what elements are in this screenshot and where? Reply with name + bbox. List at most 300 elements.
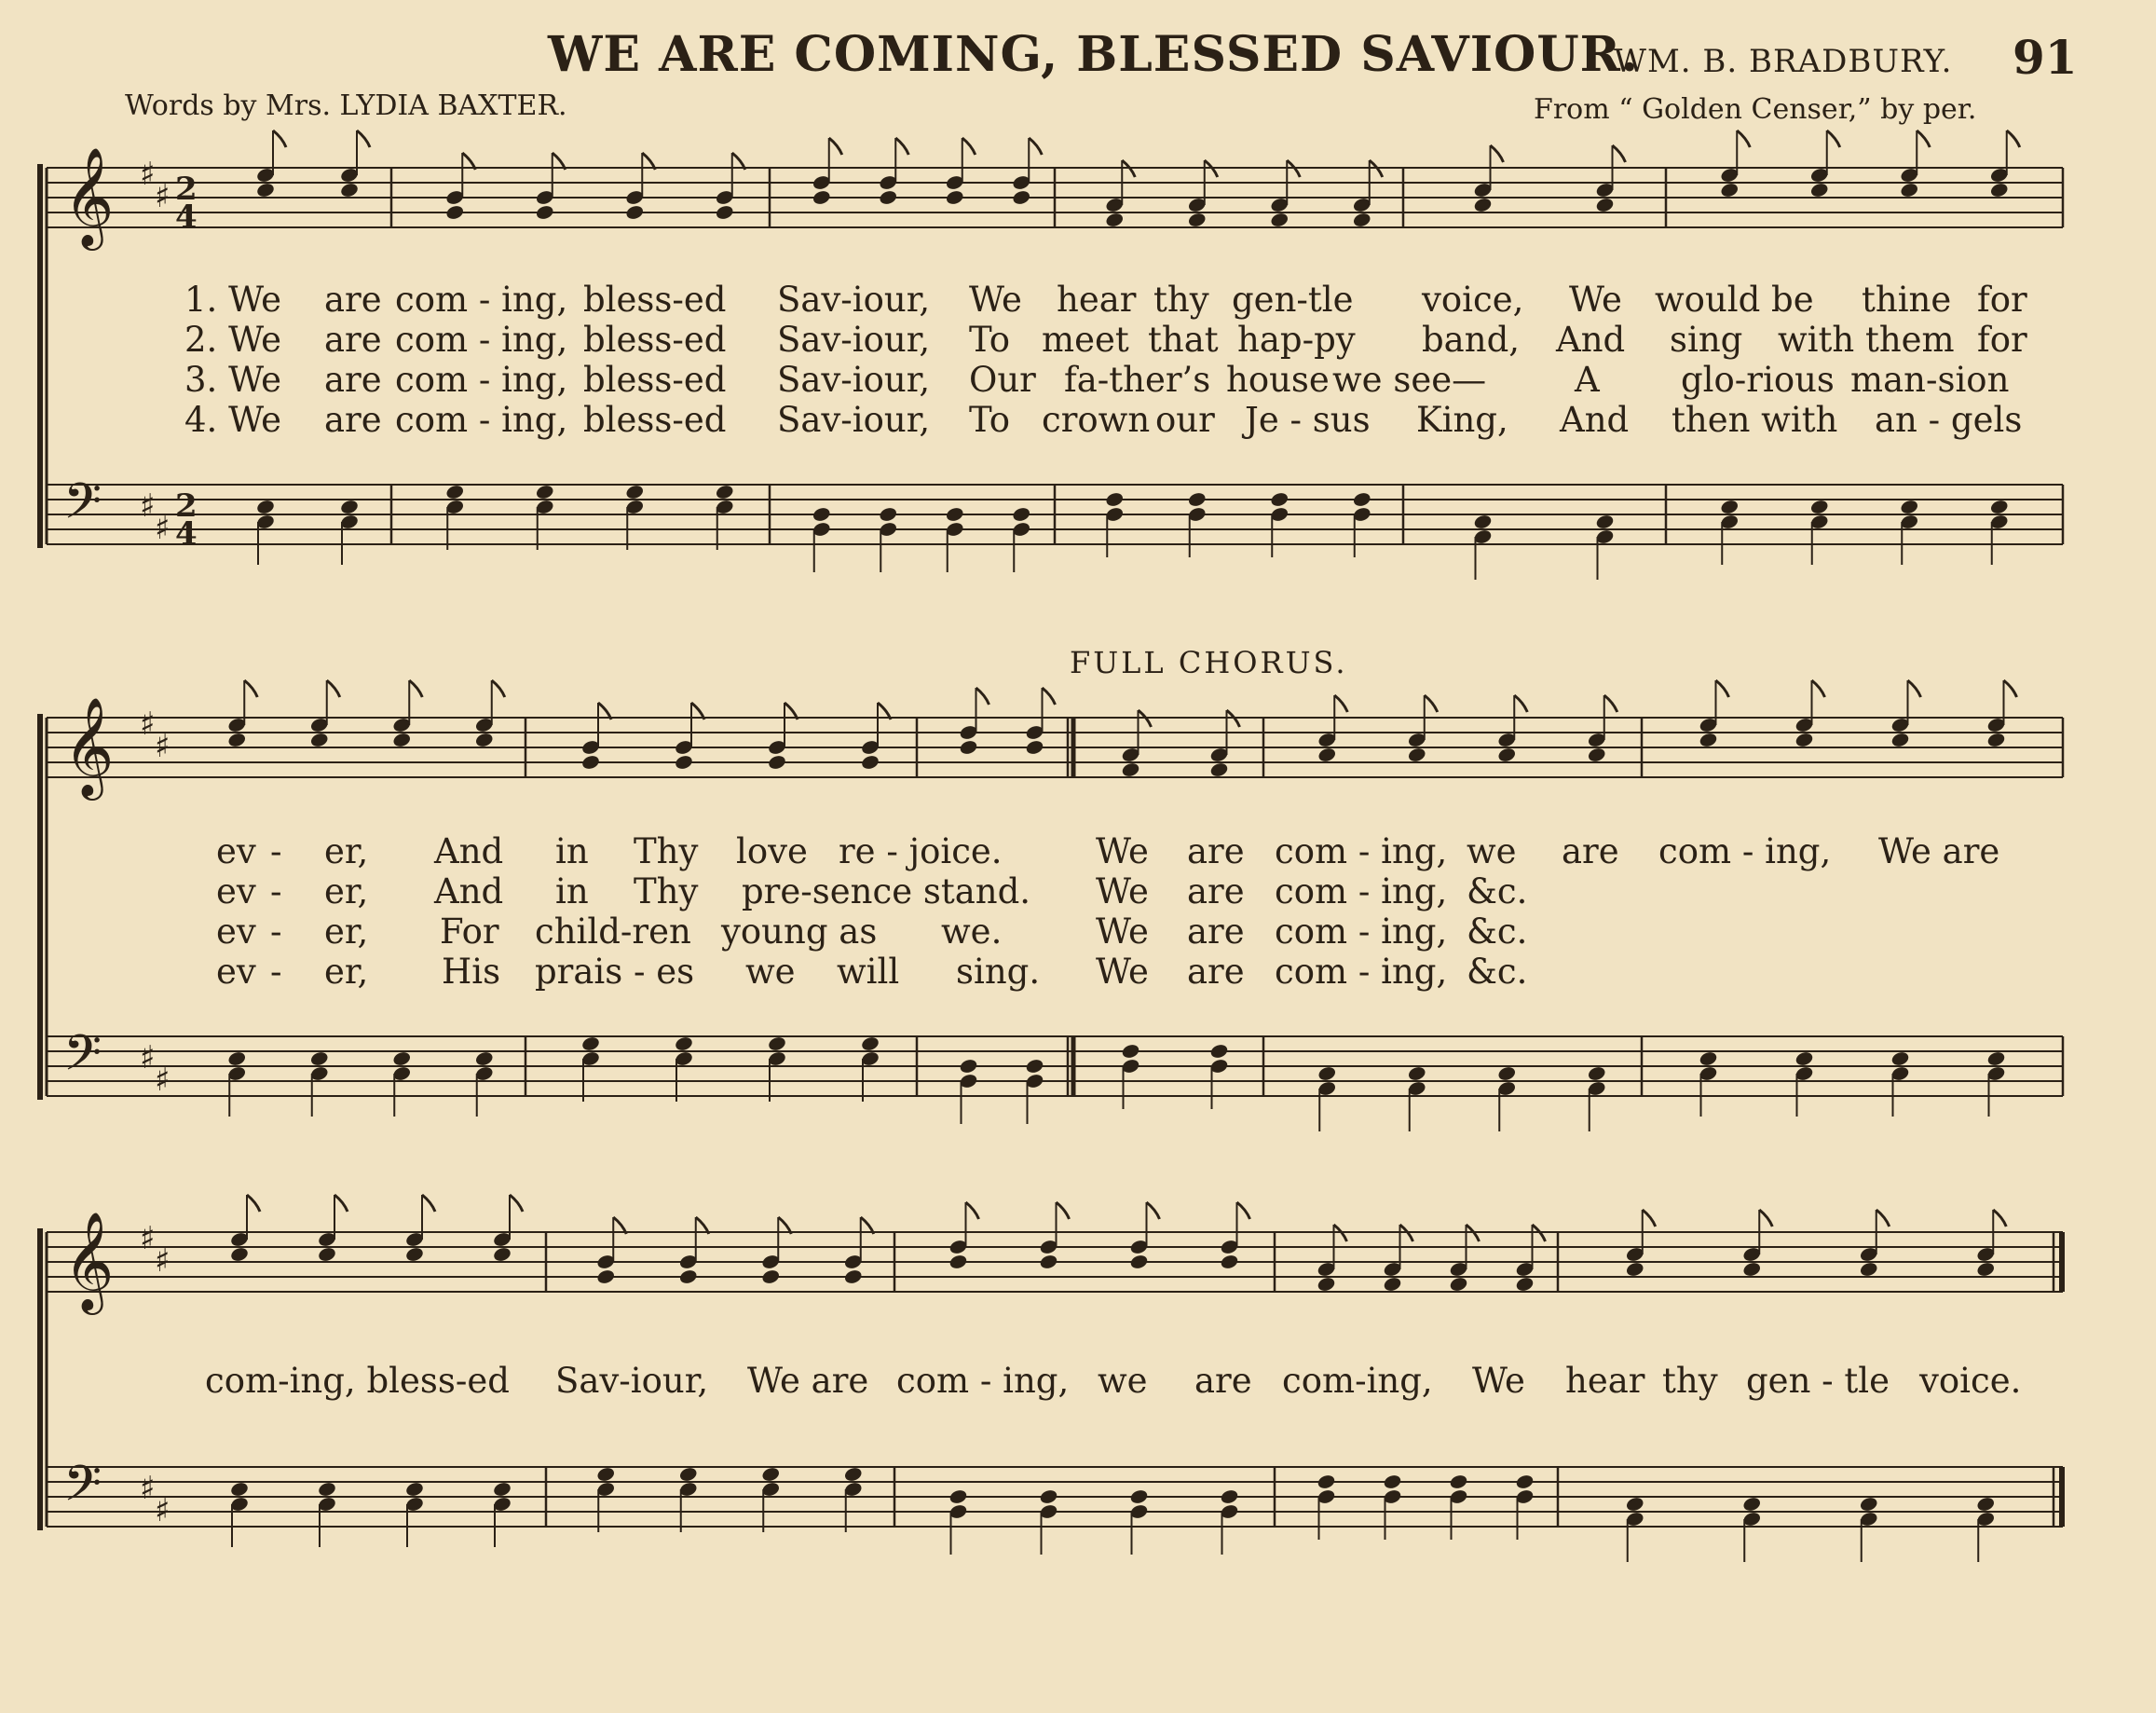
lyric-syllable: sing xyxy=(1670,320,1743,360)
note-head xyxy=(1449,1473,1468,1490)
lyric-syllable: com - ing, xyxy=(1275,871,1448,911)
lyric-syllable: com - ing, xyxy=(896,1361,1070,1401)
lyric-syllable: an - gels xyxy=(1875,400,2023,440)
sharp-icon: ♯ xyxy=(155,510,171,547)
sharp-icon: ♯ xyxy=(140,706,156,743)
lyric-syllable: A xyxy=(1575,360,1600,400)
note-head xyxy=(1595,197,1615,213)
time-signature-top: 2 xyxy=(175,171,198,208)
note-flag xyxy=(1917,130,1930,147)
lyric-syllable: For xyxy=(440,911,499,952)
note-head xyxy=(229,1246,249,1263)
bass-staff xyxy=(47,1025,2063,1099)
note-head xyxy=(392,732,412,748)
lyric-syllable: sing. xyxy=(956,952,1041,992)
lyric-syllable: 2. We xyxy=(184,320,281,360)
lyric-syllable: would be xyxy=(1655,280,1814,320)
note-flag xyxy=(1759,1210,1772,1227)
note-head xyxy=(1121,1043,1140,1060)
note-flag xyxy=(1993,1210,2006,1227)
note-head xyxy=(1587,1065,1606,1082)
note-flag xyxy=(1716,680,1729,697)
bass-clef-icon: 𝄢 xyxy=(63,473,102,542)
note-head xyxy=(1699,1050,1718,1067)
note-head xyxy=(1794,1050,1814,1067)
note-flag xyxy=(1425,695,1438,712)
note-head xyxy=(678,1268,698,1285)
lyric-syllable: We xyxy=(1569,280,1622,320)
note-head xyxy=(812,189,831,206)
lyric-syllable: ev xyxy=(216,871,256,911)
note-head xyxy=(492,1246,512,1263)
note-head xyxy=(580,1035,600,1052)
lyric-syllable: - xyxy=(270,911,282,952)
note-head xyxy=(474,1050,494,1067)
note-head xyxy=(229,1481,249,1498)
lyric-syllable: Sav-iour, xyxy=(777,320,931,360)
lyric-syllable: child-ren xyxy=(535,911,691,952)
lyric-syllable: Our xyxy=(969,360,1036,400)
note-head xyxy=(1012,506,1031,523)
note-head xyxy=(1986,732,2006,748)
note-head xyxy=(879,506,898,523)
lyric-syllable: To xyxy=(969,320,1011,360)
lyric-syllable: com - ing, xyxy=(1275,831,1448,871)
note-head xyxy=(1699,732,1718,748)
verse-line-2 xyxy=(0,320,2156,361)
note-head xyxy=(1129,1488,1149,1505)
lyric-syllable: &c. xyxy=(1467,911,1528,952)
lyric-syllable: we. xyxy=(941,911,1003,952)
lyric-syllable: are xyxy=(1194,1361,1252,1401)
note-flag xyxy=(492,680,505,697)
verse-line-3 xyxy=(0,360,2156,401)
note-head xyxy=(1105,491,1125,508)
note-flag xyxy=(357,130,370,147)
note-flag xyxy=(510,1195,523,1212)
note-head xyxy=(674,754,693,771)
note-head xyxy=(1587,747,1606,763)
lyric-syllable: Je - sus xyxy=(1245,400,1371,440)
note-head xyxy=(1039,1488,1058,1505)
note-head xyxy=(945,189,964,206)
lyric-syllable: 4. We xyxy=(184,400,281,440)
note-head xyxy=(1012,189,1031,206)
lyric-syllable: - xyxy=(270,831,282,871)
note-head xyxy=(1317,1473,1336,1490)
note-head xyxy=(959,1058,978,1075)
lyric-syllable: er, xyxy=(324,831,369,871)
note-head xyxy=(1976,1261,1996,1278)
note-flag xyxy=(327,680,340,697)
note-head xyxy=(317,1246,336,1263)
note-head xyxy=(317,1481,336,1498)
note-head xyxy=(535,484,554,500)
note-head xyxy=(1039,1254,1058,1270)
lyric-syllable: com - ing, xyxy=(395,320,568,360)
chorus-line-final xyxy=(0,1361,2156,1402)
final-barline xyxy=(2059,1467,2065,1527)
note-head xyxy=(761,1268,781,1285)
note-head xyxy=(596,1466,616,1483)
page-number: 91 xyxy=(2013,30,2078,85)
lyric-syllable: Sav-iour, xyxy=(777,280,931,320)
note-flag xyxy=(273,130,286,147)
note-head xyxy=(1625,1261,1644,1278)
lyric-syllable: prais - es xyxy=(535,952,695,992)
note-flag xyxy=(1043,688,1056,705)
note-flag xyxy=(244,680,257,697)
note-head xyxy=(1986,1050,2006,1067)
note-head xyxy=(492,1481,512,1498)
note-head xyxy=(1383,1276,1402,1293)
note-head xyxy=(1900,499,1919,515)
source-credit: From “ Golden Censer,” by per. xyxy=(1534,93,1977,126)
note-flag xyxy=(1514,695,1527,712)
note-head xyxy=(596,1268,616,1285)
note-head xyxy=(945,506,964,523)
sharp-icon: ♯ xyxy=(140,487,156,525)
lyric-syllable: com-ing, xyxy=(1282,1361,1433,1401)
final-barline xyxy=(2059,1232,2065,1292)
note-head xyxy=(1407,1065,1426,1082)
note-flag xyxy=(1604,695,1617,712)
note-head xyxy=(1220,1254,1239,1270)
note-head xyxy=(255,182,275,199)
note-head xyxy=(1809,182,1829,199)
note-head xyxy=(860,1035,880,1052)
lyricist-credit: Words by Mrs. LYDIA BAXTER. xyxy=(125,89,567,122)
lyric-syllable: hap-py xyxy=(1237,320,1356,360)
note-head xyxy=(678,1466,698,1483)
note-head xyxy=(1187,212,1207,228)
lyric-syllable: gen - tle xyxy=(1746,1361,1890,1401)
note-head xyxy=(474,732,494,748)
time-signature-top: 2 xyxy=(175,487,198,525)
lyric-syllable: house xyxy=(1226,360,1330,400)
note-head xyxy=(1449,1276,1468,1293)
note-flag xyxy=(1613,145,1626,162)
lyric-syllable: com - ing, xyxy=(395,280,568,320)
lyric-syllable: bless-ed xyxy=(583,320,727,360)
lyric-syllable: glo-rious xyxy=(1681,360,1835,400)
note-head xyxy=(1352,491,1371,508)
lyric-syllable: com - ing, xyxy=(1658,831,1832,871)
note-head xyxy=(1025,739,1044,756)
note-head xyxy=(715,484,734,500)
lyric-syllable: love xyxy=(736,831,808,871)
section-label-full-chorus: FULL CHORUS. xyxy=(1070,645,1348,680)
lyric-syllable: ev xyxy=(216,952,256,992)
lyric-syllable: - xyxy=(270,952,282,992)
note-head xyxy=(404,1481,424,1498)
note-head xyxy=(445,484,465,500)
note-flag xyxy=(829,138,842,155)
lyric-syllable: And xyxy=(434,871,504,911)
note-head xyxy=(392,1050,412,1067)
chorus-line-2 xyxy=(0,871,2156,912)
note-head xyxy=(1105,212,1125,228)
note-flag xyxy=(2004,680,2017,697)
sharp-icon: ♯ xyxy=(155,1492,171,1529)
lyric-syllable: com - ing, xyxy=(1275,952,1448,992)
lyric-syllable: band, xyxy=(1422,320,1521,360)
lyric-syllable: ev xyxy=(216,911,256,952)
lyric-syllable: thine xyxy=(1862,280,1952,320)
lyric-syllable: young as xyxy=(721,911,878,952)
note-head xyxy=(625,204,645,221)
note-head xyxy=(227,1050,247,1067)
note-flag xyxy=(895,138,908,155)
note-flag xyxy=(1643,1210,1656,1227)
note-head xyxy=(948,1254,968,1270)
lyric-syllable: And xyxy=(1560,400,1630,440)
lyric-syllable: are xyxy=(1187,871,1245,911)
note-flag xyxy=(422,1195,435,1212)
note-head xyxy=(1595,514,1615,530)
note-head xyxy=(812,506,831,523)
sharp-icon: ♯ xyxy=(140,156,156,193)
lyric-syllable: voice, xyxy=(1422,280,1524,320)
lyric-syllable: er, xyxy=(324,952,369,992)
note-flag xyxy=(1812,680,1825,697)
lyric-syllable: We are xyxy=(1878,831,2000,871)
lyric-syllable: King, xyxy=(1416,400,1508,440)
note-head xyxy=(445,204,465,221)
sharp-icon: ♯ xyxy=(140,1039,156,1076)
note-flag xyxy=(247,1195,260,1212)
note-head xyxy=(1352,212,1371,228)
note-head xyxy=(1220,1488,1239,1505)
lyric-syllable: voice. xyxy=(1919,1361,2022,1401)
note-flag xyxy=(962,138,976,155)
note-head xyxy=(1625,1496,1644,1513)
chorus-line-3 xyxy=(0,911,2156,952)
time-signature-bottom: 4 xyxy=(175,199,198,236)
note-head xyxy=(1129,1254,1149,1270)
note-flag xyxy=(966,1202,979,1219)
lyric-syllable: com - ing, xyxy=(395,360,568,400)
lyric-syllable: &c. xyxy=(1467,952,1528,992)
note-head xyxy=(1121,761,1140,778)
note-head xyxy=(1473,514,1493,530)
lyric-syllable: are xyxy=(1187,831,1245,871)
lyric-syllable: &c. xyxy=(1467,871,1528,911)
lyric-syllable: are xyxy=(324,280,382,320)
lyric-syllable: And xyxy=(434,831,504,871)
lyric-syllable: for xyxy=(1977,280,2027,320)
note-head xyxy=(1187,491,1207,508)
note-head xyxy=(1497,1065,1517,1082)
note-head xyxy=(767,754,786,771)
lyric-syllable: bless-ed xyxy=(583,360,727,400)
note-flag xyxy=(1491,145,1504,162)
lyric-syllable: To xyxy=(969,400,1011,440)
note-head xyxy=(860,754,880,771)
lyric-syllable: will xyxy=(837,952,900,992)
note-head xyxy=(767,1035,786,1052)
note-head xyxy=(1270,491,1290,508)
lyric-syllable: thy xyxy=(1153,280,1209,320)
note-head xyxy=(227,732,247,748)
note-head xyxy=(1859,1261,1878,1278)
note-flag xyxy=(1147,1202,1160,1219)
sharp-icon: ♯ xyxy=(155,1062,171,1099)
note-head xyxy=(535,204,554,221)
lyric-syllable: We xyxy=(969,280,1022,320)
sharp-icon: ♯ xyxy=(140,1470,156,1507)
note-flag xyxy=(1334,695,1347,712)
lyric-syllable: 3. We xyxy=(184,360,281,400)
lyric-syllable: Sav-iour, xyxy=(777,400,931,440)
note-head xyxy=(255,499,275,515)
note-head xyxy=(1742,1496,1762,1513)
lyric-syllable: in xyxy=(555,831,589,871)
lyric-syllable: er, xyxy=(324,871,369,911)
note-head xyxy=(959,739,978,756)
lyric-syllable: fa-ther’s xyxy=(1064,360,1211,400)
note-head xyxy=(1989,182,2009,199)
note-head xyxy=(715,204,734,221)
note-head xyxy=(1720,182,1740,199)
lyric-syllable: are xyxy=(324,360,382,400)
sharp-icon: ♯ xyxy=(140,1220,156,1257)
lyric-syllable: - xyxy=(270,871,282,911)
lyric-syllable: are xyxy=(1187,911,1245,952)
treble-clef-icon: 𝄞 xyxy=(63,696,115,796)
lyric-syllable: with them xyxy=(1778,320,1955,360)
sharp-icon: ♯ xyxy=(155,1242,171,1280)
treble-clef-icon: 𝄞 xyxy=(63,1211,115,1310)
lyric-syllable: we see— xyxy=(1332,360,1487,400)
note-head xyxy=(580,754,600,771)
treble-clef-icon: 𝄞 xyxy=(63,146,115,246)
note-head xyxy=(1515,1473,1535,1490)
note-head xyxy=(1742,1261,1762,1278)
lyric-syllable: re - joice. xyxy=(839,831,1003,871)
note-flag xyxy=(1237,1202,1250,1219)
note-head xyxy=(309,1050,329,1067)
lyric-syllable: His xyxy=(442,952,501,992)
lyric-syllable: com-ing, bless-ed xyxy=(205,1361,510,1401)
verse-line-1 xyxy=(0,280,2156,321)
lyric-syllable: our xyxy=(1155,400,1215,440)
note-flag xyxy=(1029,138,1042,155)
note-head xyxy=(1890,1050,1910,1067)
note-head xyxy=(1407,747,1426,763)
lyric-syllable: We xyxy=(1096,871,1149,911)
lyric-syllable: 1. We xyxy=(184,280,281,320)
lyric-syllable: We xyxy=(1096,952,1149,992)
note-head xyxy=(761,1466,781,1483)
lyric-syllable: then with xyxy=(1672,400,1838,440)
lyric-syllable: Sav-iour, xyxy=(555,1361,709,1401)
note-head xyxy=(1976,1496,1996,1513)
note-head xyxy=(1317,1065,1337,1082)
lyric-syllable: hear xyxy=(1057,280,1137,320)
note-flag xyxy=(976,688,989,705)
note-head xyxy=(1473,197,1493,213)
lyric-syllable: we xyxy=(745,952,796,992)
lyric-syllable: hear xyxy=(1565,1361,1645,1401)
lyric-syllable: crown xyxy=(1042,400,1151,440)
note-head xyxy=(1720,499,1740,515)
note-head xyxy=(1383,1473,1402,1490)
note-head xyxy=(339,499,359,515)
note-head xyxy=(843,1466,863,1483)
lyric-syllable: for xyxy=(1977,320,2027,360)
lyric-syllable: are xyxy=(324,400,382,440)
note-head xyxy=(1209,761,1229,778)
lyric-syllable: thy xyxy=(1662,1361,1718,1401)
lyric-syllable: Sav-iour, xyxy=(777,360,931,400)
lyric-syllable: bless-ed xyxy=(583,400,727,440)
note-head xyxy=(674,1035,693,1052)
bass-clef-icon: 𝄢 xyxy=(63,1456,102,1525)
note-head xyxy=(625,484,645,500)
lyric-syllable: we xyxy=(1098,1361,1148,1401)
note-flag xyxy=(334,1195,348,1212)
note-head xyxy=(1209,1043,1229,1060)
note-head xyxy=(948,1488,968,1505)
composer-credit: WM. B. BRADBURY. xyxy=(1614,43,1953,80)
note-head xyxy=(1890,732,1910,748)
chorus-line-1 xyxy=(0,831,2156,872)
note-flag xyxy=(1908,680,1921,697)
lyric-syllable: are xyxy=(1562,831,1619,871)
note-head xyxy=(1317,1276,1336,1293)
note-head xyxy=(1025,1058,1044,1075)
sharp-icon: ♯ xyxy=(155,728,171,765)
lyric-syllable: ev xyxy=(216,831,256,871)
note-head xyxy=(1794,732,1814,748)
note-head xyxy=(1989,499,2009,515)
lyric-syllable: are xyxy=(324,320,382,360)
lyric-syllable: meet xyxy=(1042,320,1129,360)
note-head xyxy=(1900,182,1919,199)
note-head xyxy=(1809,499,1829,515)
note-flag xyxy=(409,680,422,697)
note-head xyxy=(339,182,359,199)
lyric-syllable: Thy xyxy=(634,831,699,871)
note-flag xyxy=(1737,130,1750,147)
sharp-icon: ♯ xyxy=(155,178,171,215)
verse-line-4 xyxy=(0,400,2156,441)
chorus-line-4 xyxy=(0,952,2156,993)
bass-clef-icon: 𝄢 xyxy=(63,1025,102,1094)
note-head xyxy=(309,732,329,748)
note-flag xyxy=(1827,130,1840,147)
note-head xyxy=(1515,1276,1535,1293)
note-head xyxy=(1859,1496,1878,1513)
note-flag xyxy=(2007,130,2020,147)
lyric-syllable: are xyxy=(1187,952,1245,992)
lyric-syllable: we xyxy=(1467,831,1517,871)
lyric-syllable: pre-sence stand. xyxy=(742,871,1031,911)
lyric-syllable: We xyxy=(1096,911,1149,952)
note-flag xyxy=(1876,1210,1890,1227)
note-head xyxy=(404,1246,424,1263)
treble-staff xyxy=(47,146,2063,251)
lyric-syllable: We are xyxy=(747,1361,869,1401)
lyric-syllable: com - ing, xyxy=(1275,911,1448,952)
lyric-syllable: com - ing, xyxy=(395,400,568,440)
note-head xyxy=(843,1268,863,1285)
lyric-syllable: er, xyxy=(324,911,369,952)
lyric-syllable: bless-ed xyxy=(583,280,727,320)
note-head xyxy=(1317,747,1337,763)
note-flag xyxy=(1057,1202,1070,1219)
